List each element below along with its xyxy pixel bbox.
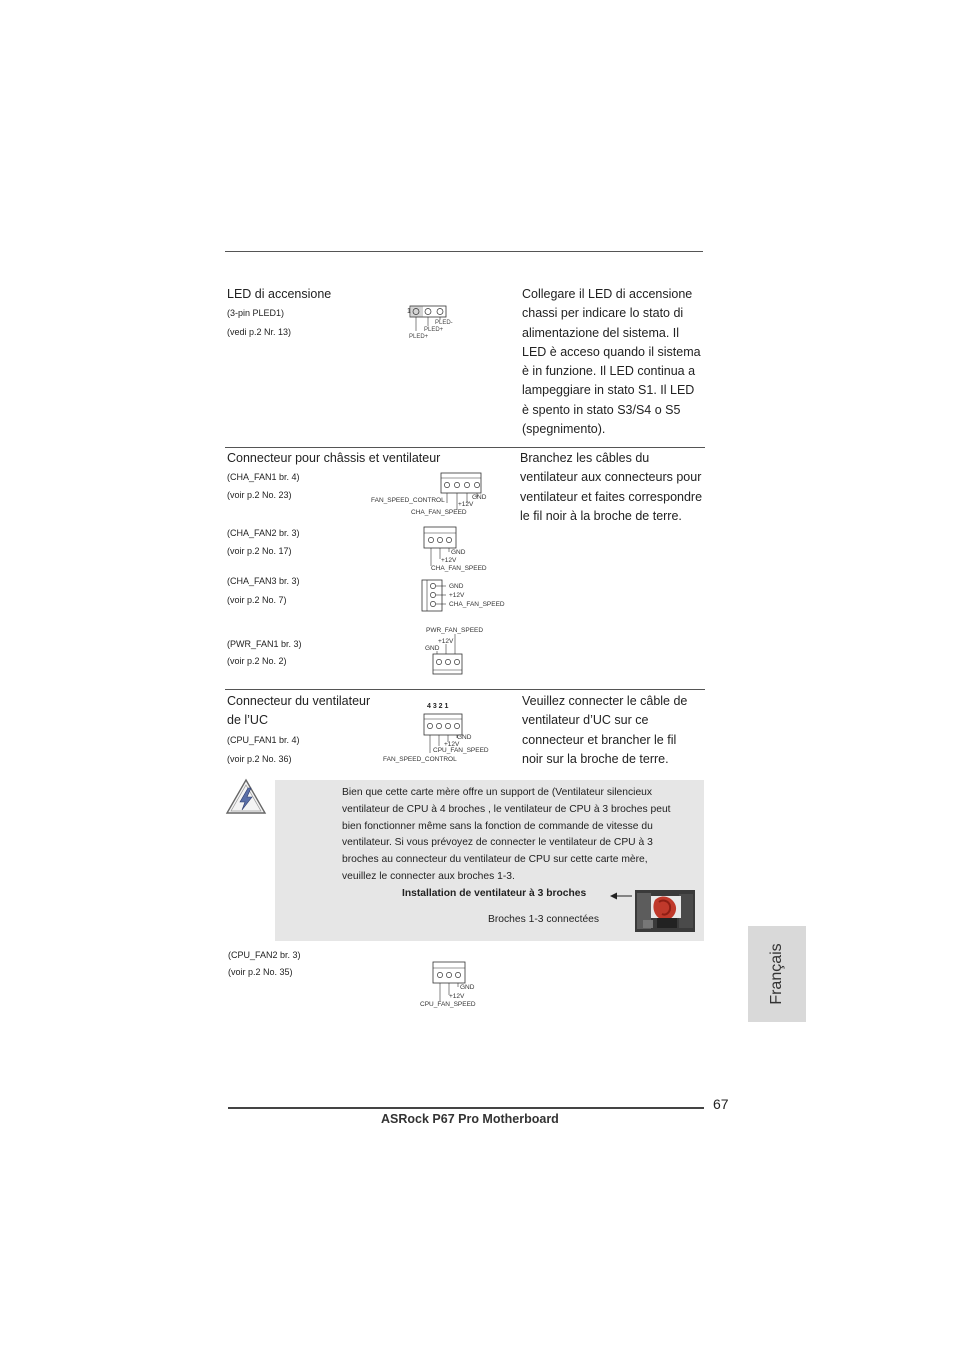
led-ref2: (vedi p.2 Nr. 13) [227, 327, 292, 337]
note-line: Bien que cette carte mère offre un support de (Ventilateur silencieux [342, 787, 653, 798]
text-line: è in funzione. Il LED continua a [522, 364, 696, 379]
text-line: alimentazione del sistema. Il [522, 325, 680, 340]
note-line: ventilateur de CPU à 4 broches , le ventilateur de CPU à 3 broches peut [342, 803, 671, 815]
plus12v-label: +12V [441, 557, 457, 564]
text-line: Branchez les câbles du [520, 451, 650, 465]
pwr-fan1-connector-diagram [420, 622, 500, 676]
pwr-fan1-ref2: (voir p.2 No. 2) [227, 656, 287, 666]
note-text [342, 785, 671, 886]
fan-connector-photo [635, 890, 695, 932]
text-line: è spento in stato S3/S4 o S5 [522, 402, 681, 417]
cpu-fan-speed-label: CPU_FAN_SPEED [433, 747, 489, 754]
cha-fan3-connector-diagram [418, 578, 518, 614]
plus12v-label: +12V [449, 592, 465, 599]
pin-numbers: 4 3 2 1 [427, 703, 449, 710]
chassis-fan-title: Connecteur pour châssis et ventilateur [227, 451, 441, 465]
svg-text:1: 1 [407, 308, 411, 315]
text-line: ventilateur aux connecteurs pour [520, 470, 702, 485]
cpu-fan1-ref1: (CPU_FAN1 br. 4) [227, 735, 300, 745]
gnd-label: GND [457, 734, 472, 741]
section-rule [225, 447, 705, 448]
text-line: LED è acceso quando il sistema [522, 344, 701, 359]
text-line: Veuillez connecter le câble de [522, 694, 688, 708]
note-box [275, 780, 704, 941]
text-line: ventilateur et faites correspondre [520, 489, 703, 504]
gnd-label: GND [449, 583, 464, 590]
cpu-fan2-ref2: (voir p.2 No. 35) [228, 967, 293, 977]
pwr-fan1-ref1: (PWR_FAN1 br. 3) [227, 639, 302, 649]
cha-fan2-ref2: (voir p.2 No. 17) [227, 546, 292, 556]
cha-fan3-ref2: (voir p.2 No. 7) [227, 595, 287, 605]
cha-fan1-ref1: (CHA_FAN1 br. 4) [227, 472, 300, 482]
footer-rule [228, 1107, 704, 1109]
gnd-label: GND [451, 549, 466, 556]
note-line: veuillez le connecter aux broches 1-3. [342, 870, 515, 882]
led-ref1: (3-pin PLED1) [227, 308, 285, 318]
plus12v-label: +12V [458, 501, 474, 508]
cha-fan2-connector-diagram [420, 524, 500, 574]
pled-pin-label: PLED+ [409, 334, 429, 340]
cpu-fan-description [522, 692, 687, 769]
page-number: 67 [713, 1096, 729, 1112]
cpu-fan-title-line1: Connecteur du ventilateur [227, 694, 371, 708]
led-title: LED di accensione [227, 287, 332, 301]
note-line: ventilateur. Si vous prévoyez de connecter le ventilateur de CPU à 3 [342, 837, 653, 849]
gnd-label: GND [472, 494, 487, 501]
cha-fan-speed-label: CHA_FAN_SPEED [431, 565, 487, 572]
cha-fan-speed-label: CHA_FAN_SPEED [411, 509, 467, 516]
footer-product: ASRock P67 Pro Motherboard [381, 1112, 559, 1126]
language-tab-label: Français [768, 943, 785, 1005]
text-line: noir sur la broche de terre. [522, 751, 669, 766]
pled-pin-label: PLED- [435, 320, 453, 326]
cha-fan1-ref2: (voir p.2 No. 23) [227, 490, 292, 500]
text-line: ventilateur d’UC sur ce [522, 713, 649, 728]
fan-speed-control-label: FAN_SPEED_CONTROL [383, 756, 457, 763]
section-rule [225, 689, 705, 690]
cha-fan1-connector-diagram [368, 470, 498, 520]
cpu-fan-title-line2: de l’UC [227, 713, 268, 727]
pled-connector-diagram [400, 303, 470, 341]
text-line: (spegnimento). [522, 422, 606, 437]
cha-fan-speed-label: CHA_FAN_SPEED [449, 601, 505, 608]
cpu-fan1-connector-diagram [380, 698, 510, 766]
arrow-left-icon [609, 891, 633, 901]
plus12v-label: +12V [444, 741, 460, 748]
fan-speed-control-label: FAN_SPEED_CONTROL [371, 497, 445, 504]
led-description [522, 285, 701, 439]
pled-pin-label: PLED+ [424, 327, 444, 333]
note-line: broches au connecteur du ventilateur de CPU sur cette carte mère, [342, 854, 648, 866]
pwr-fan-speed-label: PWR_FAN_SPEED [426, 627, 484, 634]
text-line: le fil noir à la broche de terre. [520, 508, 682, 523]
cpu-fan-speed-label: CPU_FAN_SPEED [420, 1001, 476, 1008]
language-tab [748, 926, 806, 1022]
cpu-fan2-ref1: (CPU_FAN2 br. 3) [228, 950, 301, 960]
gnd-label: GND [460, 984, 475, 991]
note-line: bien fonctionner même sans la fonction de commande de vitesse du [342, 820, 653, 832]
cpu-fan1-ref2: (voir p.2 No. 36) [227, 754, 292, 764]
warning-icon [224, 776, 268, 818]
text-line: chassi per indicare lo stato di [522, 306, 684, 321]
cha-fan3-ref1: (CHA_FAN3 br. 3) [227, 576, 300, 586]
cpu-fan2-connector-diagram [416, 959, 496, 1011]
plus12v-label: +12V [438, 638, 454, 645]
text-line: connecteur et brancher le fil [522, 732, 677, 747]
cha-fan2-ref1: (CHA_FAN2 br. 3) [227, 528, 300, 538]
gnd-label: GND [425, 645, 440, 652]
text-line: Collegare il LED di accensione [522, 287, 693, 301]
text-line: lampeggiare in stato S1. Il LED [522, 383, 695, 398]
plus12v-label: +12V [449, 993, 465, 1000]
chassis-fan-description [520, 449, 702, 526]
install-label: Installation de ventilateur à 3 broches [402, 888, 587, 899]
pins-connected-label: Broches 1-3 connectées [488, 914, 600, 925]
header-rule [225, 251, 703, 252]
